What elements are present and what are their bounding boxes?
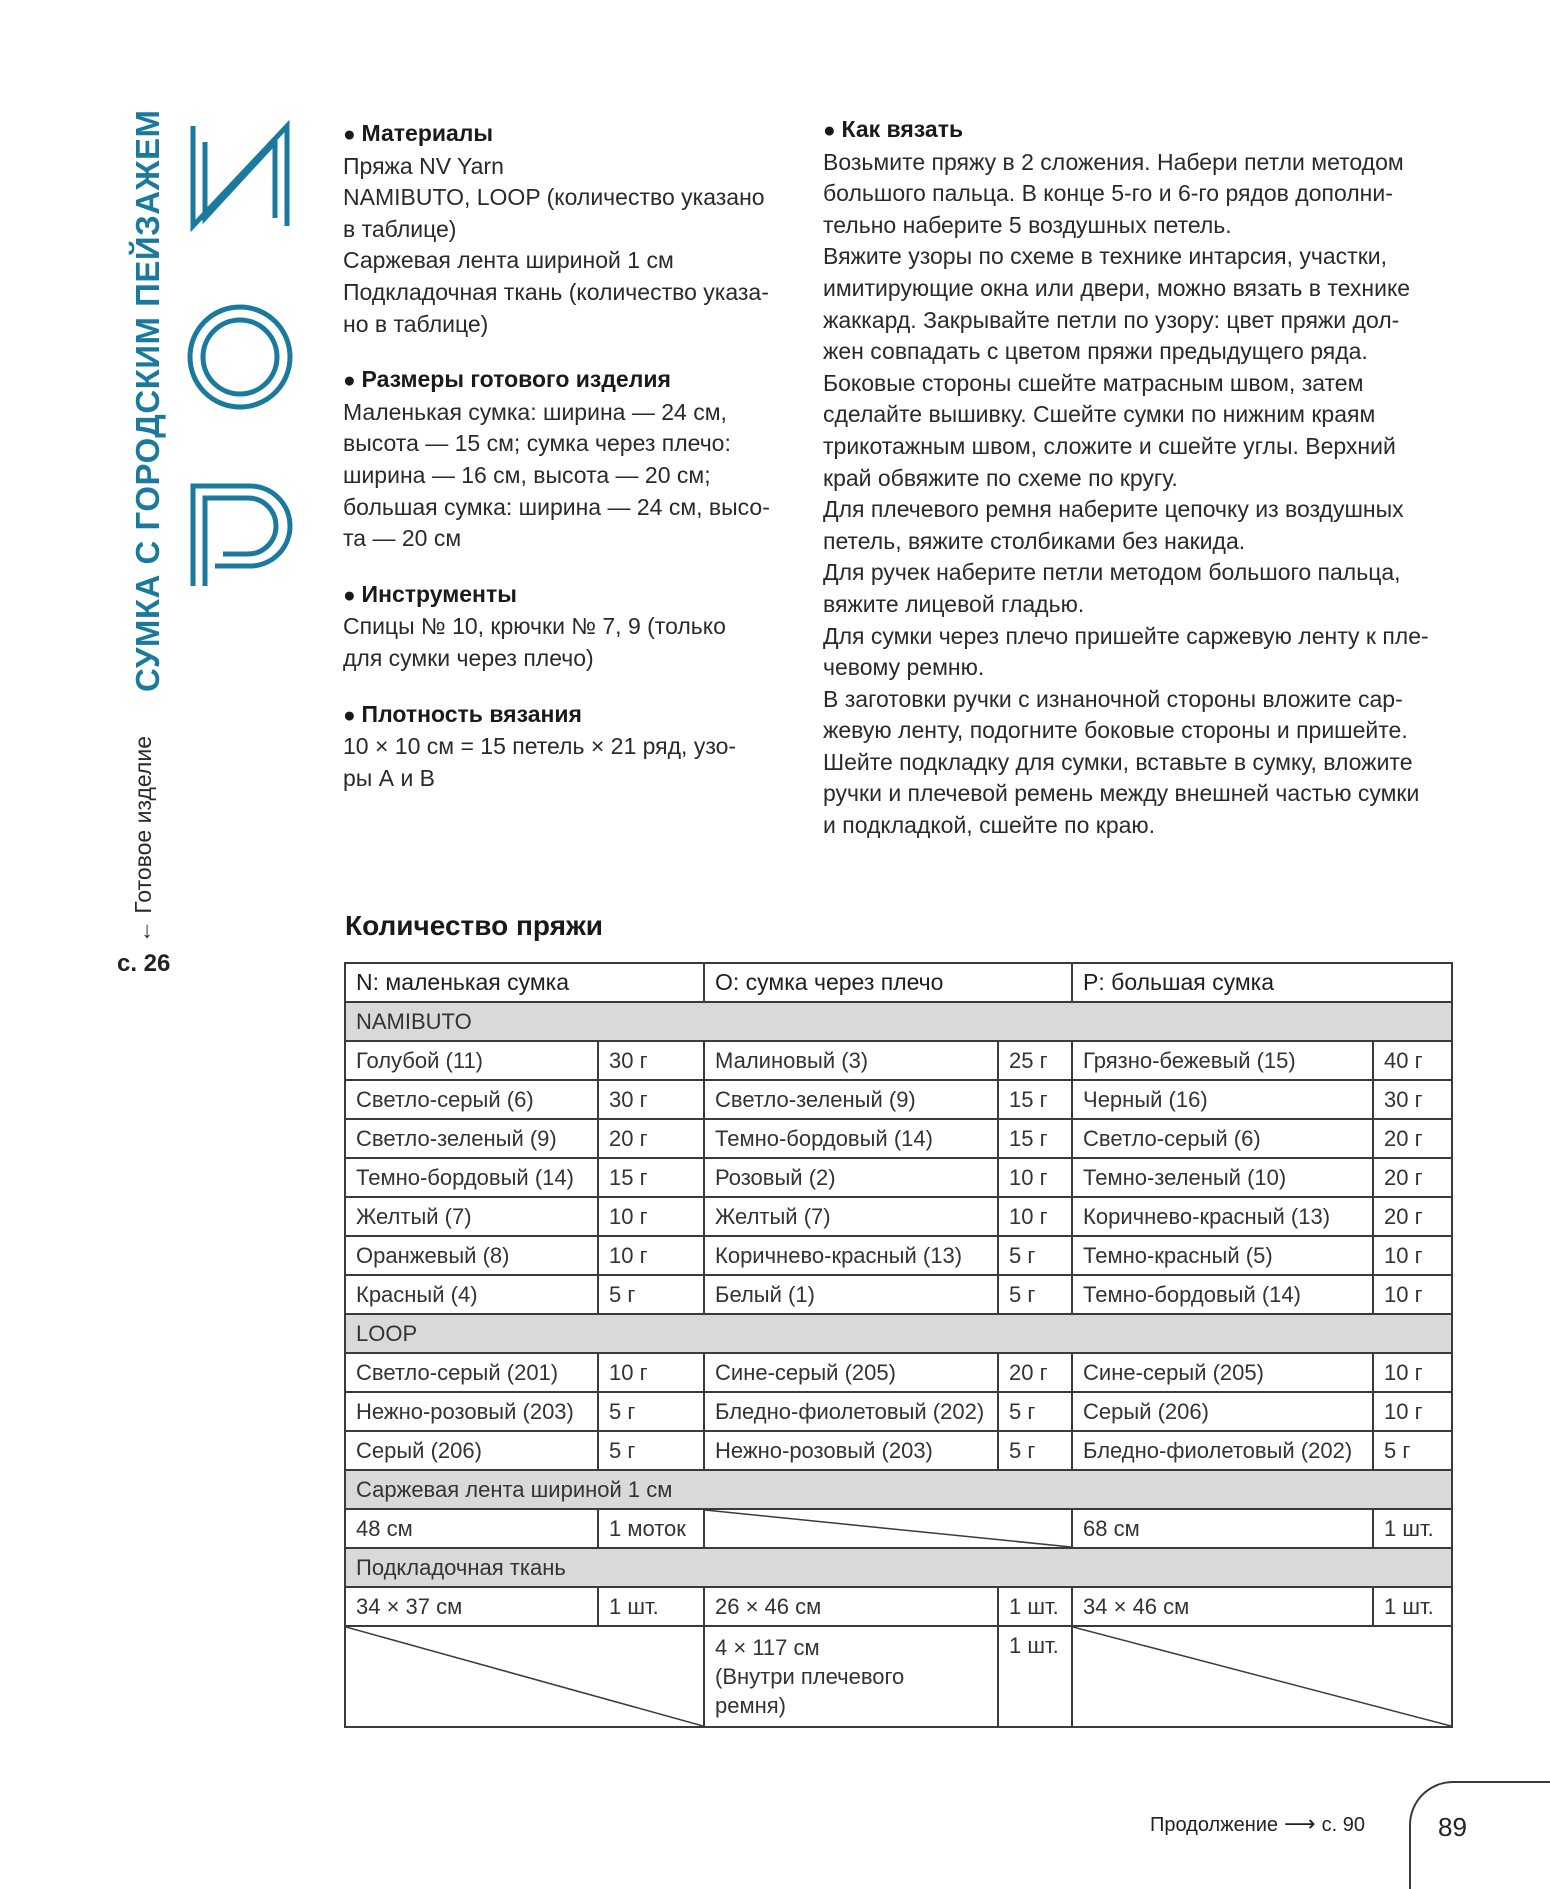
table-row <box>345 1353 1452 1392</box>
yarn-amount-cell: 20 г <box>1373 1197 1452 1236</box>
text-line: в таблице) <box>343 215 457 242</box>
text-line: жевую ленту, подогните боковые стороны и пришейте. <box>823 717 1408 744</box>
yarn-color-cell: Нежно-розовый (203) <box>704 1431 998 1470</box>
yarn-amount-cell: 5 г <box>998 1236 1072 1275</box>
yarn-color-cell: Нежно-розовый (203) <box>345 1392 598 1431</box>
text-line: сделайте вышивку. Сшейте сумки по нижним краям <box>823 401 1376 428</box>
text-line: ширина — 16 см, высота — 20 см; <box>343 461 711 488</box>
table-row <box>345 1626 1452 1727</box>
yarn-color-cell: Сине-серый (205) <box>1072 1353 1373 1392</box>
text-line: Для плечевого ремня наберите цепочку из воздушных <box>823 496 1404 523</box>
table-row <box>345 1509 1452 1548</box>
strap-lining-size <box>704 1626 998 1727</box>
yarn-amount-cell: 10 г <box>1373 1353 1452 1392</box>
header-shoulder-bag: O: сумка через плечо <box>704 963 1072 1002</box>
yarn-amount-cell: 10 г <box>1373 1236 1452 1275</box>
header-large-bag: P: большая сумка <box>1072 963 1452 1002</box>
yarn-color-cell: Светло-серый (6) <box>1072 1119 1373 1158</box>
table-cell: 1 шт. <box>998 1626 1072 1727</box>
arrow-right-icon: ⟶ <box>1284 1811 1316 1836</box>
yarn-amount-cell: 10 г <box>598 1236 704 1275</box>
yarn-color-cell: Коричнево-красный (13) <box>704 1236 998 1275</box>
yarn-color-cell: Оранжевый (8) <box>345 1236 598 1275</box>
text-line: Для ручек наберите петли методом большого пальца, <box>823 559 1401 586</box>
yarn-color-cell: Белый (1) <box>704 1275 998 1314</box>
page-number-tab <box>1409 1781 1550 1889</box>
yarn-color-cell: Голубой (11) <box>345 1041 598 1080</box>
text-line: жаккард. Закрывайте петли по узору: цвет пряжи дол- <box>823 306 1400 333</box>
continue-page-ref: с. 90 <box>1321 1814 1365 1836</box>
yarn-amount-cell: 15 г <box>998 1119 1072 1158</box>
yarn-color-cell: Бледно-фиолетовый (202) <box>1072 1431 1373 1470</box>
yarn-amount-cell: 25 г <box>998 1041 1072 1080</box>
yarn-color-cell: Темно-бордовый (14) <box>1072 1275 1373 1314</box>
table-row <box>345 1041 1452 1080</box>
yarn-amount-cell: 10 г <box>1373 1392 1452 1431</box>
yarn-amount-cell: 15 г <box>998 1080 1072 1119</box>
yarn-color-cell: Темно-красный (5) <box>1072 1236 1373 1275</box>
yarn-amount-cell: 10 г <box>998 1197 1072 1236</box>
text-line: Маленькая сумка: ширина — 24 см, <box>343 398 727 425</box>
yarn-color-cell: Светло-серый (201) <box>345 1353 598 1392</box>
text-line: Вяжите узоры по схеме в технике интарсия, участки, <box>823 243 1388 270</box>
text-line: 4 × 117 см <box>715 1635 820 1660</box>
yarn-amount-cell: 10 г <box>1373 1275 1452 1314</box>
text-line: Возьмите пряжу в 2 сложения. Набери петли методом <box>823 148 1404 175</box>
gauge-section <box>343 699 783 795</box>
text-line: имитирующие окна или двери, можно вязать в технике <box>823 274 1411 301</box>
namibuto-rows <box>345 1041 1452 1314</box>
text-line: чевому ремню. <box>823 654 985 681</box>
section-tape: Саржевая лента шириной 1 см <box>345 1470 1452 1509</box>
section-loop: LOOP <box>345 1314 1452 1353</box>
yarn-color-cell: Серый (206) <box>1072 1392 1373 1431</box>
text-line: петель, вяжите столбиками без накида. <box>823 527 1246 554</box>
text-line: та — 20 см <box>343 525 462 552</box>
text-line: 10 × 10 см = 15 петель × 21 ряд, узо- <box>343 733 737 760</box>
yarn-quantity-table <box>344 962 1453 1728</box>
yarn-amount-cell: 10 г <box>598 1197 704 1236</box>
text-line: высота — 15 см; сумка через плечо: <box>343 430 731 457</box>
letter-p-icon <box>193 486 290 586</box>
table-cell: 34 × 37 см <box>345 1587 598 1626</box>
header-small-bag: N: маленькая сумка <box>345 963 704 1002</box>
yarn-amount-cell: 5 г <box>998 1275 1072 1314</box>
yarn-amount-cell: 5 г <box>598 1392 704 1431</box>
yarn-color-cell: Сине-серый (205) <box>704 1353 998 1392</box>
loop-rows <box>345 1353 1452 1470</box>
letter-o-icon <box>190 307 290 407</box>
table-row <box>345 1275 1452 1314</box>
table-cell: 48 см <box>345 1509 598 1548</box>
yarn-amount-cell: 20 г <box>598 1119 704 1158</box>
text-line: ручки и плечевой ремень между внешней частью сумки <box>823 780 1420 807</box>
table-cell: 26 × 46 см <box>704 1587 998 1626</box>
table-cell: 1 шт. <box>998 1587 1072 1626</box>
section-namibuto: NAMIBUTO <box>345 1002 1452 1041</box>
text-line: большая сумка: ширина — 24 см, высо- <box>343 493 770 520</box>
text-line: Подкладочная ткань (количество указа- <box>343 278 769 305</box>
table-row <box>345 1587 1452 1626</box>
yarn-color-cell: Розовый (2) <box>704 1158 998 1197</box>
table-row <box>345 1197 1452 1236</box>
yarn-color-cell: Светло-серый (6) <box>345 1080 598 1119</box>
text-line: Шейте подкладку для сумки, вставьте в сумку, вложите <box>823 748 1413 775</box>
yarn-color-cell: Грязно-бежевый (15) <box>1072 1041 1373 1080</box>
yarn-amount-cell: 5 г <box>998 1431 1072 1470</box>
yarn-color-cell: Темно-бордовый (14) <box>704 1119 998 1158</box>
text-line: трикотажным швом, сложите и сшейте углы. Верхний <box>823 432 1396 459</box>
text-line: жен совпадать с цветом пряжи предыдущего ряда. <box>823 338 1368 365</box>
text-line: тельно наберите 5 воздушных петель. <box>823 211 1232 238</box>
yarn-color-cell: Темно-бордовый (14) <box>345 1158 598 1197</box>
empty-crossed-cell <box>704 1509 1072 1548</box>
bag-letters-graphic <box>185 116 295 606</box>
tools-section <box>343 579 783 675</box>
yarn-amount-cell: 5 г <box>998 1392 1072 1431</box>
continuation-link[interactable] <box>1150 1811 1365 1837</box>
yarn-amount-cell: 20 г <box>998 1353 1072 1392</box>
page-number: 89 <box>1438 1812 1467 1842</box>
finished-item-link[interactable]: ← Готовое изделие <box>130 736 156 943</box>
yarn-table-title: Количество пряжи <box>345 910 604 941</box>
text-line: ры А и В <box>343 764 436 791</box>
yarn-color-cell: Светло-зеленый (9) <box>704 1080 998 1119</box>
text-line: и подкладкой, сшейте по краю. <box>823 812 1156 839</box>
text-line: В заготовки ручки с изнаночной стороны вложите сар- <box>823 685 1403 712</box>
empty-crossed-cell <box>1072 1626 1452 1727</box>
text-line: Боковые стороны сшейте матрасным швом, затем <box>823 369 1364 396</box>
yarn-amount-cell: 5 г <box>598 1275 704 1314</box>
table-row <box>345 1392 1452 1431</box>
howto-column <box>823 114 1463 842</box>
yarn-amount-cell: 15 г <box>598 1158 704 1197</box>
text-line: (Внутри плечевого <box>715 1664 905 1689</box>
yarn-color-cell: Темно-зеленый (10) <box>1072 1158 1373 1197</box>
materials-heading: ● Материалы <box>343 118 783 151</box>
text-line: большого пальца. В конце 5-го и 6-го рядов дополни- <box>823 180 1393 207</box>
yarn-amount-cell: 30 г <box>1373 1080 1452 1119</box>
yarn-color-cell: Малиновый (3) <box>704 1041 998 1080</box>
yarn-amount-cell: 10 г <box>598 1353 704 1392</box>
table-cell: 68 см <box>1072 1509 1373 1548</box>
yarn-amount-cell: 20 г <box>1373 1119 1452 1158</box>
table-row <box>345 1080 1452 1119</box>
howto-heading: ● Как вязать <box>823 114 1463 147</box>
yarn-color-cell: Светло-зеленый (9) <box>345 1119 598 1158</box>
yarn-color-cell: Желтый (7) <box>704 1197 998 1236</box>
text-line: Для сумки через плечо пришейте саржевую ленту к пле- <box>823 622 1429 649</box>
table-row <box>345 1119 1452 1158</box>
section-lining: Подкладочная ткань <box>345 1548 1452 1587</box>
yarn-amount-cell: 40 г <box>1373 1041 1452 1080</box>
sizes-heading: ● Размеры готового изделия <box>343 364 783 397</box>
yarn-color-cell: Серый (206) <box>345 1431 598 1470</box>
yarn-amount-cell: 20 г <box>1373 1158 1452 1197</box>
text-line: вяжите лицевой гладью. <box>823 590 1085 617</box>
empty-crossed-cell <box>345 1626 704 1727</box>
table-row <box>345 1431 1452 1470</box>
text-line: край обвяжите по схеме по кругу. <box>823 464 1178 491</box>
text-line: NAMIBUTO, LOOP (количество указано <box>343 184 765 211</box>
text-line: но в таблице) <box>343 310 489 337</box>
yarn-color-cell: Желтый (7) <box>345 1197 598 1236</box>
table-cell: 1 шт. <box>1373 1509 1452 1548</box>
sizes-section <box>343 364 783 555</box>
table-cell: 34 × 46 см <box>1072 1587 1373 1626</box>
yarn-amount-cell: 10 г <box>998 1158 1072 1197</box>
tools-heading: ● Инструменты <box>343 579 783 612</box>
table-cell: 1 шт. <box>598 1587 704 1626</box>
yarn-color-cell: Бледно-фиолетовый (202) <box>704 1392 998 1431</box>
yarn-amount-cell: 30 г <box>598 1080 704 1119</box>
continue-label: Продолжение <box>1150 1814 1279 1836</box>
side-page-reference[interactable]: с. 26 <box>117 950 171 977</box>
yarn-color-cell: Коричнево-красный (13) <box>1072 1197 1373 1236</box>
yarn-color-cell: Красный (4) <box>345 1275 598 1314</box>
materials-section <box>343 118 783 340</box>
table-cell: 1 шт. <box>1373 1587 1452 1626</box>
table-header-row <box>345 963 1452 1002</box>
text-line: Саржевая лента шириной 1 см <box>343 247 674 274</box>
text-line: для сумки через плечо) <box>343 644 594 671</box>
specs-column <box>343 118 783 818</box>
yarn-amount-cell: 30 г <box>598 1041 704 1080</box>
table-row <box>345 1236 1452 1275</box>
text-line: Пряжа NV Yarn <box>343 152 504 179</box>
table-row <box>345 1158 1452 1197</box>
yarn-color-cell: Черный (16) <box>1072 1080 1373 1119</box>
yarn-amount-cell: 5 г <box>1373 1431 1452 1470</box>
gauge-heading: ● Плотность вязания <box>343 699 783 732</box>
section-title-vertical: СУМКА С ГОРОДСКИМ ПЕЙЗАЖЕМ <box>129 109 166 692</box>
yarn-amount-cell: 5 г <box>598 1431 704 1470</box>
text-line: ремня) <box>715 1693 786 1718</box>
letter-n-icon <box>191 122 289 234</box>
table-cell: 1 моток <box>598 1509 704 1548</box>
text-line: Спицы № 10, крючки № 7, 9 (только <box>343 613 726 640</box>
